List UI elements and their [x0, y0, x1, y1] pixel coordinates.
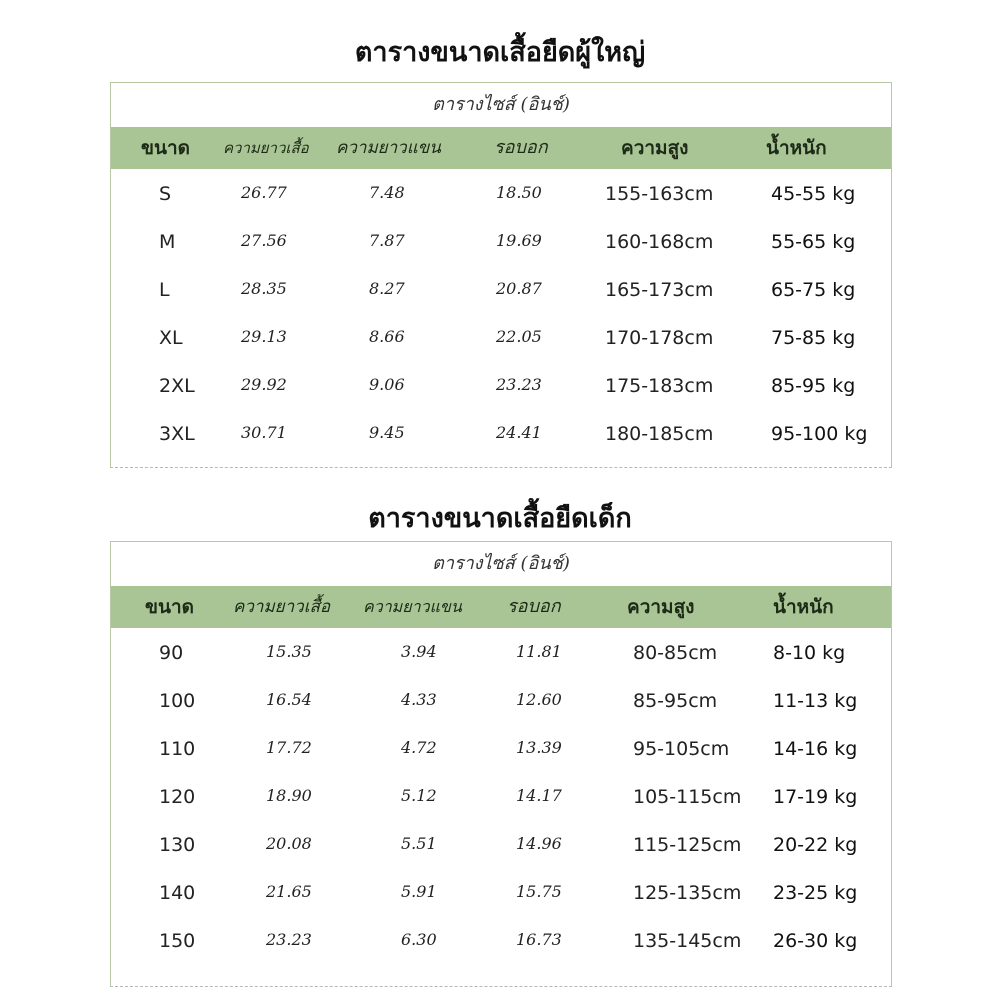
height-cell: 175-183cm	[605, 375, 714, 397]
chest-cell: 19.69	[496, 231, 542, 250]
size-cell: 3XL	[159, 423, 195, 445]
shirt-length-cell: 28.35	[241, 279, 287, 298]
table-row	[111, 367, 891, 415]
sleeve-length-cell: 7.48	[369, 183, 405, 202]
shirt-length-cell: 29.92	[241, 375, 287, 394]
adult-chart-title: ตารางขนาดเสื้อยืดผู้ใหญ่	[354, 37, 646, 68]
size-cell: XL	[159, 327, 183, 349]
sleeve-length-cell: 4.72	[401, 738, 437, 757]
size-cell: 140	[159, 882, 196, 904]
chest-cell: 14.17	[516, 786, 562, 805]
table-row	[111, 223, 891, 271]
chest-cell: 12.60	[516, 690, 562, 709]
height-cell: 180-185cm	[605, 423, 714, 445]
chest-cell: 20.87	[496, 279, 542, 298]
adult-table-caption: ตารางไซส์ (อินช์)	[432, 94, 570, 115]
sleeve-length-cell: 5.12	[401, 786, 437, 805]
kid-table-caption: ตารางไซส์ (อินช์)	[432, 553, 570, 574]
weight-cell: 20-22 kg	[773, 834, 858, 856]
header-size: ขนาด	[145, 596, 194, 618]
adult-header-row	[111, 127, 891, 169]
weight-cell: 14-16 kg	[773, 738, 858, 760]
sleeve-length-cell: 5.91	[401, 882, 437, 901]
header-height: ความสูง	[621, 137, 689, 159]
weight-cell: 26-30 kg	[773, 930, 858, 952]
weight-cell: 75-85 kg	[771, 327, 856, 349]
height-cell: 105-115cm	[633, 786, 742, 808]
header-shirt-length: ความยาวเสื้อ	[223, 139, 309, 157]
size-cell: 120	[159, 786, 196, 808]
chest-cell: 22.05	[496, 327, 542, 346]
table-row	[111, 778, 891, 826]
shirt-length-cell: 30.71	[241, 423, 287, 442]
shirt-length-cell: 26.77	[241, 183, 287, 202]
header-sleeve-length: ความยาวแขน	[336, 138, 441, 158]
header-size: ขนาด	[141, 137, 190, 159]
height-cell: 170-178cm	[605, 327, 714, 349]
size-cell: M	[159, 231, 176, 253]
weight-cell: 17-19 kg	[773, 786, 858, 808]
shirt-length-cell: 27.56	[241, 231, 287, 250]
sleeve-length-cell: 9.45	[369, 423, 405, 442]
chest-cell: 16.73	[516, 930, 562, 949]
size-cell: L	[159, 279, 170, 301]
header-chest: รอบอก	[507, 596, 561, 617]
shirt-length-cell: 16.54	[266, 690, 312, 709]
shirt-length-cell: 18.90	[266, 786, 312, 805]
kid-chart-title: ตารางขนาดเสื้อยืดเด็ก	[368, 503, 632, 534]
size-cell: S	[159, 183, 172, 205]
table-row	[111, 415, 891, 463]
header-height: ความสูง	[627, 596, 695, 618]
chest-cell: 14.96	[516, 834, 562, 853]
table-row	[111, 175, 891, 223]
height-cell: 115-125cm	[633, 834, 742, 856]
size-cell: 2XL	[159, 375, 195, 397]
height-cell: 95-105cm	[633, 738, 730, 760]
table-row	[111, 730, 891, 778]
height-cell: 85-95cm	[633, 690, 718, 712]
sleeve-length-cell: 8.27	[369, 279, 405, 298]
chest-cell: 24.41	[496, 423, 542, 442]
kid-size-table	[110, 541, 892, 987]
kid-rows	[111, 628, 891, 970]
weight-cell: 45-55 kg	[771, 183, 856, 205]
sleeve-length-cell: 6.30	[401, 930, 437, 949]
sleeve-length-cell: 9.06	[369, 375, 405, 394]
weight-cell: 55-65 kg	[771, 231, 856, 253]
height-cell: 160-168cm	[605, 231, 714, 253]
header-shirt-length: ความยาวเสื้อ	[233, 597, 331, 617]
sleeve-length-cell: 5.51	[401, 834, 437, 853]
sleeve-length-cell: 7.87	[369, 231, 405, 250]
table-row	[111, 682, 891, 730]
shirt-length-cell: 15.35	[266, 642, 312, 661]
header-chest: รอบอก	[494, 137, 548, 158]
table-row	[111, 634, 891, 682]
weight-cell: 65-75 kg	[771, 279, 856, 301]
header-weight: น้ำหนัก	[766, 137, 827, 159]
weight-cell: 8-10 kg	[773, 642, 846, 664]
adult-rows	[111, 169, 891, 463]
shirt-length-cell: 21.65	[266, 882, 312, 901]
size-cell: 130	[159, 834, 196, 856]
kid-header-row	[111, 586, 891, 628]
size-cell: 100	[159, 690, 196, 712]
chest-cell: 11.81	[516, 642, 562, 661]
height-cell: 155-163cm	[605, 183, 714, 205]
table-row	[111, 826, 891, 874]
chest-cell: 13.39	[516, 738, 562, 757]
header-weight: น้ำหนัก	[773, 596, 834, 618]
sleeve-length-cell: 4.33	[401, 690, 437, 709]
weight-cell: 11-13 kg	[773, 690, 858, 712]
height-cell: 80-85cm	[633, 642, 718, 664]
weight-cell: 23-25 kg	[773, 882, 858, 904]
shirt-length-cell: 20.08	[266, 834, 312, 853]
height-cell: 135-145cm	[633, 930, 742, 952]
table-row	[111, 922, 891, 970]
weight-cell: 95-100 kg	[771, 423, 868, 445]
shirt-length-cell: 17.72	[266, 738, 312, 757]
table-row	[111, 271, 891, 319]
adult-size-table	[110, 82, 892, 468]
chest-cell: 15.75	[516, 882, 562, 901]
size-cell: 150	[159, 930, 196, 952]
shirt-length-cell: 23.23	[266, 930, 312, 949]
table-row	[111, 319, 891, 367]
chest-cell: 18.50	[496, 183, 542, 202]
size-cell: 110	[159, 738, 196, 760]
height-cell: 125-135cm	[633, 882, 742, 904]
chest-cell: 23.23	[496, 375, 542, 394]
table-row	[111, 874, 891, 922]
shirt-length-cell: 29.13	[241, 327, 287, 346]
header-sleeve-length: ความยาวแขน	[363, 597, 462, 616]
height-cell: 165-173cm	[605, 279, 714, 301]
size-cell: 90	[159, 642, 184, 664]
sleeve-length-cell: 8.66	[369, 327, 405, 346]
weight-cell: 85-95 kg	[771, 375, 856, 397]
sleeve-length-cell: 3.94	[401, 642, 437, 661]
